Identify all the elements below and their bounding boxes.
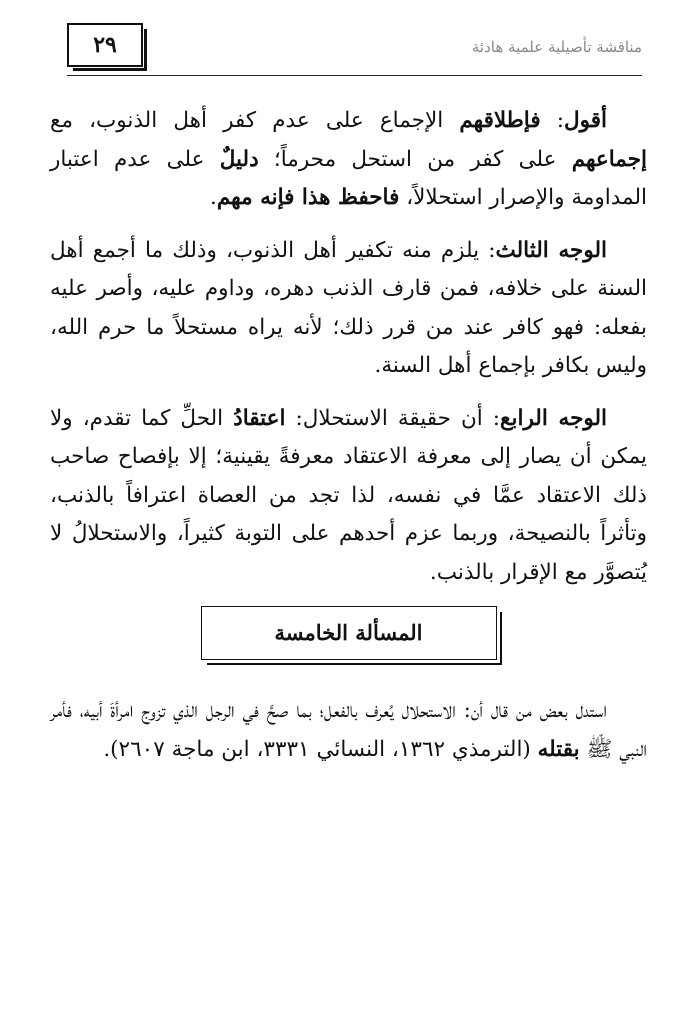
page-number: ٢٩ <box>93 32 117 58</box>
page-number-box <box>67 23 143 67</box>
page-header <box>0 0 697 80</box>
bold-term: الوجه الثالث <box>495 237 607 263</box>
text-run: استدل بعض من قال أن: الاستحلال يُعرف بالفعل؛ بما صحَّ في الرجل الذي تزوج امرأةَ أبيه، فأمر النبي ﷺ <box>50 698 647 762</box>
header-rule <box>67 75 642 76</box>
bold-term: بقتله <box>537 736 580 762</box>
paragraph-3 <box>50 400 647 593</box>
text-run: : أن حقيقة الاستحلال: <box>285 405 501 431</box>
bold-term: دليلٌ <box>219 146 259 172</box>
paragraph-1 <box>50 102 647 218</box>
bold-term: إجماعهم <box>571 146 647 172</box>
bold-term: اعتقادُ <box>233 405 286 431</box>
text-run: (الترمذي ١٣٦٢، النسائي ٣٣٣١، ابن ماجة ٢٦٠٧). <box>103 736 538 762</box>
bold-term: الوجه الرابع <box>500 405 607 431</box>
paragraph-4 <box>50 692 647 769</box>
text-run: على عدم اعتبار المداومة والإصرار استحلالاً، <box>50 146 647 210</box>
text-run: : يلزم منه تكفير أهل الذنوب، وذلك ما أجمع أهل السنة على خلافه، فمن قارف الذنب دهره، وداوم عليه، وأصر عليه بفعله: فهو كافر عند من قرر ذلك؛ لأنه يراه مستحلاً ما حرم الله، وليس بكافر بإجماع أهل السنة. <box>50 237 647 378</box>
section-title: المسألة الخامسة <box>274 619 423 645</box>
running-title: مناقشة تأصيلية علمية هادئة <box>471 38 642 56</box>
bold-term: فاحفظ هذا فإنه مهم <box>216 185 400 210</box>
page-body <box>50 102 647 783</box>
text-run: . <box>210 185 217 210</box>
text-run: : <box>540 108 565 133</box>
text-run: الإجماع على عدم كفر أهل الذنوب، مع <box>50 108 460 133</box>
section-heading-box <box>201 606 497 660</box>
paragraph-2 <box>50 232 647 386</box>
bold-term: أقول <box>564 108 607 133</box>
section-heading-wrap <box>50 606 647 660</box>
bold-term: فإطلاقهم <box>459 108 541 133</box>
text-run: على كفر من استحل محرماً؛ <box>258 146 572 172</box>
text-run: الحلِّ كما تقدم، ولا يمكن أن يصار إلى معرفة الاعتقاد معرفةً يقينية؛ إلا بإفصاح صاحب ذلك الاعتقاد عمَّا في نفسه، لذا تجد من العصاة اعترافاً بالذنب، وتأثراً بالنصيحة، وربما عزم أحدهم على التوبة كثيراً، والاستحلالُ لا يُتصوَّر مع الإقرار بالذنب. <box>50 405 647 585</box>
